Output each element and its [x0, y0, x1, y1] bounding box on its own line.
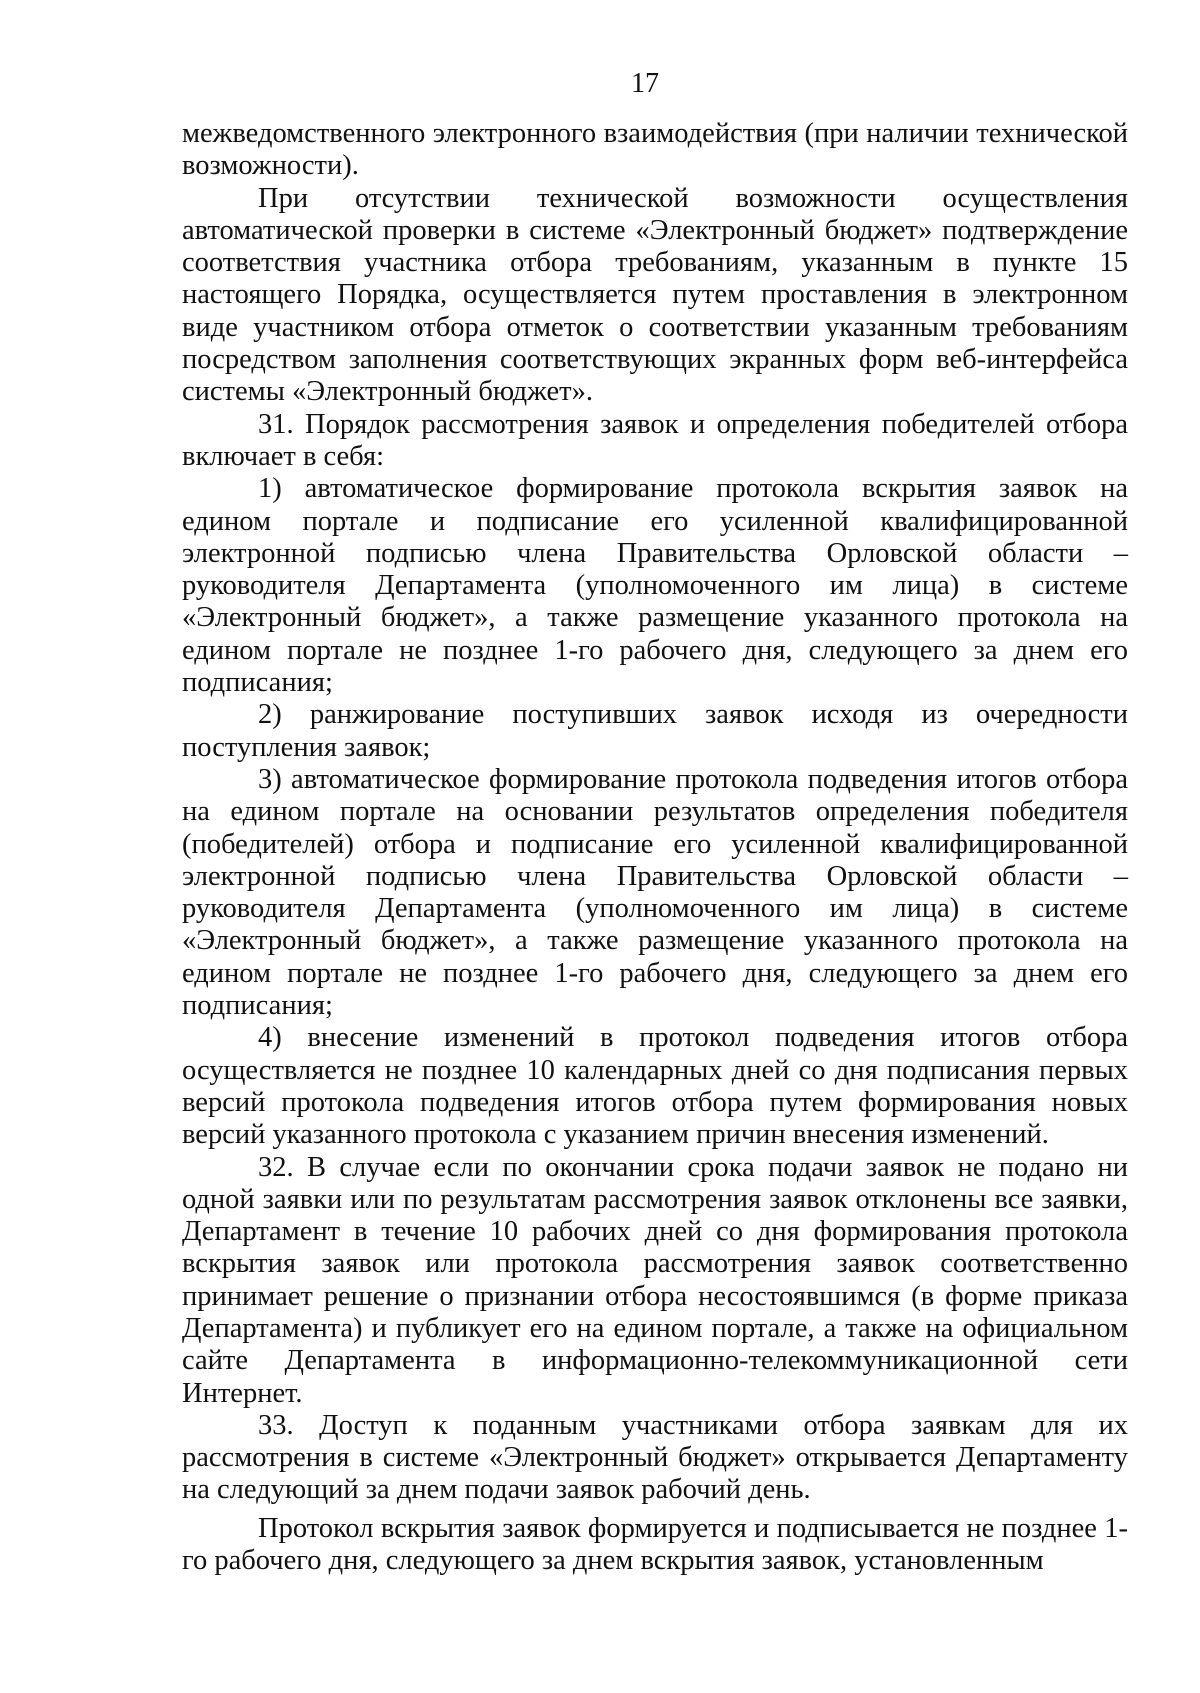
paragraph-no-technical-possibility: При отсутствии технической возможности осуществления автоматической проверки в системе «Электронный бюджет» подтверждение соответствия участника отбора требованиям, указанным в пункте 15 настоящего Порядка, осуществляется путем проставления в электронном виде участником отбора отметок о соответствии указанным требованиям посредством заполнения соответствующих экранных форм веб-интерфейса системы «Электронный бюджет».: [182, 182, 1128, 408]
paragraph-32: 32. В случае если по окончании срока подачи заявок не подано ни одной заявки или по результатам рассмотрения заявок отклонены все заявки, Департамент в течение 10 рабочих дней со дня формирования протокола вскрытия заявок или протокола рассмотрения заявок соответственно принимает решение о признании отбора несостоявшимся (в форме приказа Департамента) и публикует его на едином портале, а также на официальном сайте Департамента в информационно-телекоммуникационной сети Интернет.: [182, 1151, 1128, 1409]
paragraph-continuation: межведомственного электронного взаимодействия (при наличии технической возможности).: [182, 118, 1128, 182]
paragraph-31-item-2: 2) ранжирование поступивших заявок исходя из очередности поступления заявок;: [182, 699, 1128, 763]
paragraph-opening-protocol: Протокол вскрытия заявок формируется и подписывается не позднее 1-го рабочего дня, следующего за днем вскрытия заявок, установленным: [182, 1512, 1128, 1577]
paragraph-31-item-1: 1) автоматическое формирование протокола вскрытия заявок на едином портале и подписание его усиленной квалифицированной электронной подписью члена Правительства Орловской области – руководителя Департамента (уполномоченного им лица) в системе «Электронный бюджет», а также размещение указанного протокола на едином портале не позднее 1-го рабочего дня, следующего за днем его подписания;: [182, 473, 1128, 699]
paragraph-31-item-4: 4) внесение изменений в протокол подведения итогов отбора осуществляется не позднее 10 календарных дней со дня подписания первых версий протокола подведения итогов отбора путем формирования новых версий указанного протокола с указанием причин внесения изменений.: [182, 1022, 1128, 1151]
paragraph-31-item-3: 3) автоматическое формирование протокола подведения итогов отбора на едином портале на основании результатов определения победителя (победителей) отбора и подписание его усиленной квалифицированной электронной подписью члена Правительства Орловской области – руководителя Департамента (уполномоченного им лица) в системе «Электронный бюджет», а также размещение указанного протокола на едином портале не позднее 1-го рабочего дня, следующего за днем его подписания;: [182, 763, 1128, 1022]
paragraph-31: 31. Порядок рассмотрения заявок и определения победителей отбора включает в себя:: [182, 408, 1128, 472]
paragraph-33: 33. Доступ к поданным участниками отбора заявкам для их рассмотрения в системе «Электронный бюджет» открывается Департаменту на следующий за днем подачи заявок рабочий день.: [182, 1409, 1128, 1506]
document-body: [182, 118, 1128, 1577]
page-number: 17: [631, 68, 659, 99]
